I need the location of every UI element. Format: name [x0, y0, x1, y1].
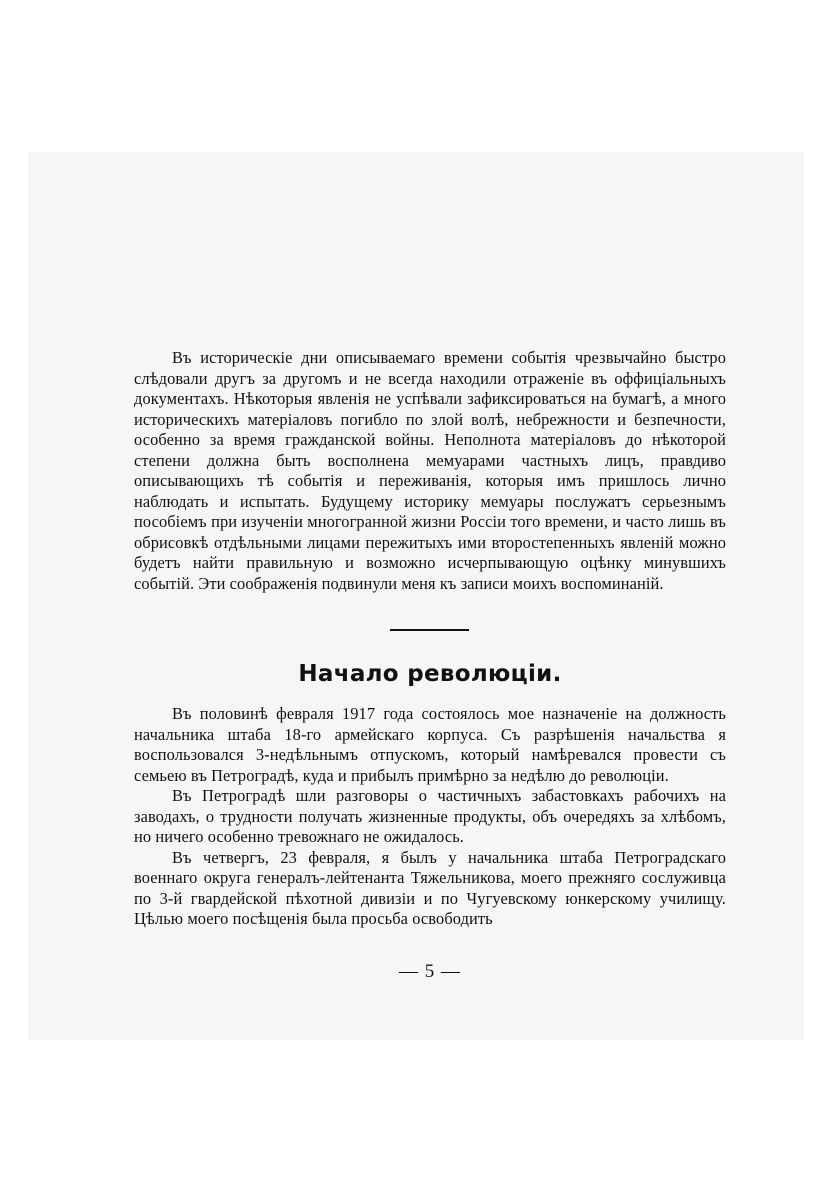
chapter-title: Начало революціи.: [298, 661, 562, 687]
section-divider: [390, 629, 469, 631]
chapter-paragraph-3: Въ четвергъ, 23 февраля, я былъ у начальника штаба Петроградскаго военнаго округа генералъ-лейтенанта Тяжельникова, моего прежняго сослуживца по 3-й гвардейской пѣхотной дивизіи и по Чугуевскому юнкерскому училищу. Цѣлью моего посѣщенія была просьба освободить: [134, 847, 726, 928]
intro-section: [134, 348, 726, 594]
intro-paragraph: Въ историческіе дни описываемаго времени событія чрезвычайно быстро слѣдовали другъ за другомъ и не всегда находили отраженіе въ оффиціальныхъ документахъ. Нѣкоторыя явленія не успѣвали зафиксироваться на бумагѣ, а много историческихъ матеріаловъ погибло по злой волѣ, небрежности и безпечности, особенно за время гражданской войны. Неполнота матеріаловъ до нѣкоторой степени должна быть восполнена мемуарами частныхъ лицъ, правдиво описывающихъ тѣ событія и переживанія, которыя имъ пришлось лично наблюдать и испытать. Будущему историку мемуары послужатъ серьезнымъ пособіемъ при изученіи многогранной жизни Россіи того времени, и часто лишь въ обрисовкѣ отдѣльными лицами пережитыхъ ими второстепенныхъ явленій можно будетъ найти правильную и возможно исчерпывающую оцѣнку минувшихъ событій. Эти соображенія подвинули меня къ записи моихъ воспоминаній.: [134, 348, 726, 593]
chapter-paragraph-1: Въ половинѣ февраля 1917 года состоялось мое назначеніе на должность начальника штаба 18-го армейскаго корпуса. Съ разрѣшенія начальства я воспользовался 3-недѣльнымъ отпускомъ, который намѣревался провести съ семьею въ Петроградѣ, куда и прибылъ примѣрно за недѣлю до революціи.: [134, 704, 726, 785]
page-number: — 5 —: [399, 961, 461, 982]
chapter-paragraph-2: Въ Петроградѣ шли разговоры о частичныхъ забастовкахъ рабочихъ на заводахъ, о трудности получать жизненные продукты, объ очередяхъ за хлѣбомъ, но ничего особенно тревожнаго не ожидалось.: [134, 786, 726, 846]
chapter-body: [134, 704, 726, 930]
